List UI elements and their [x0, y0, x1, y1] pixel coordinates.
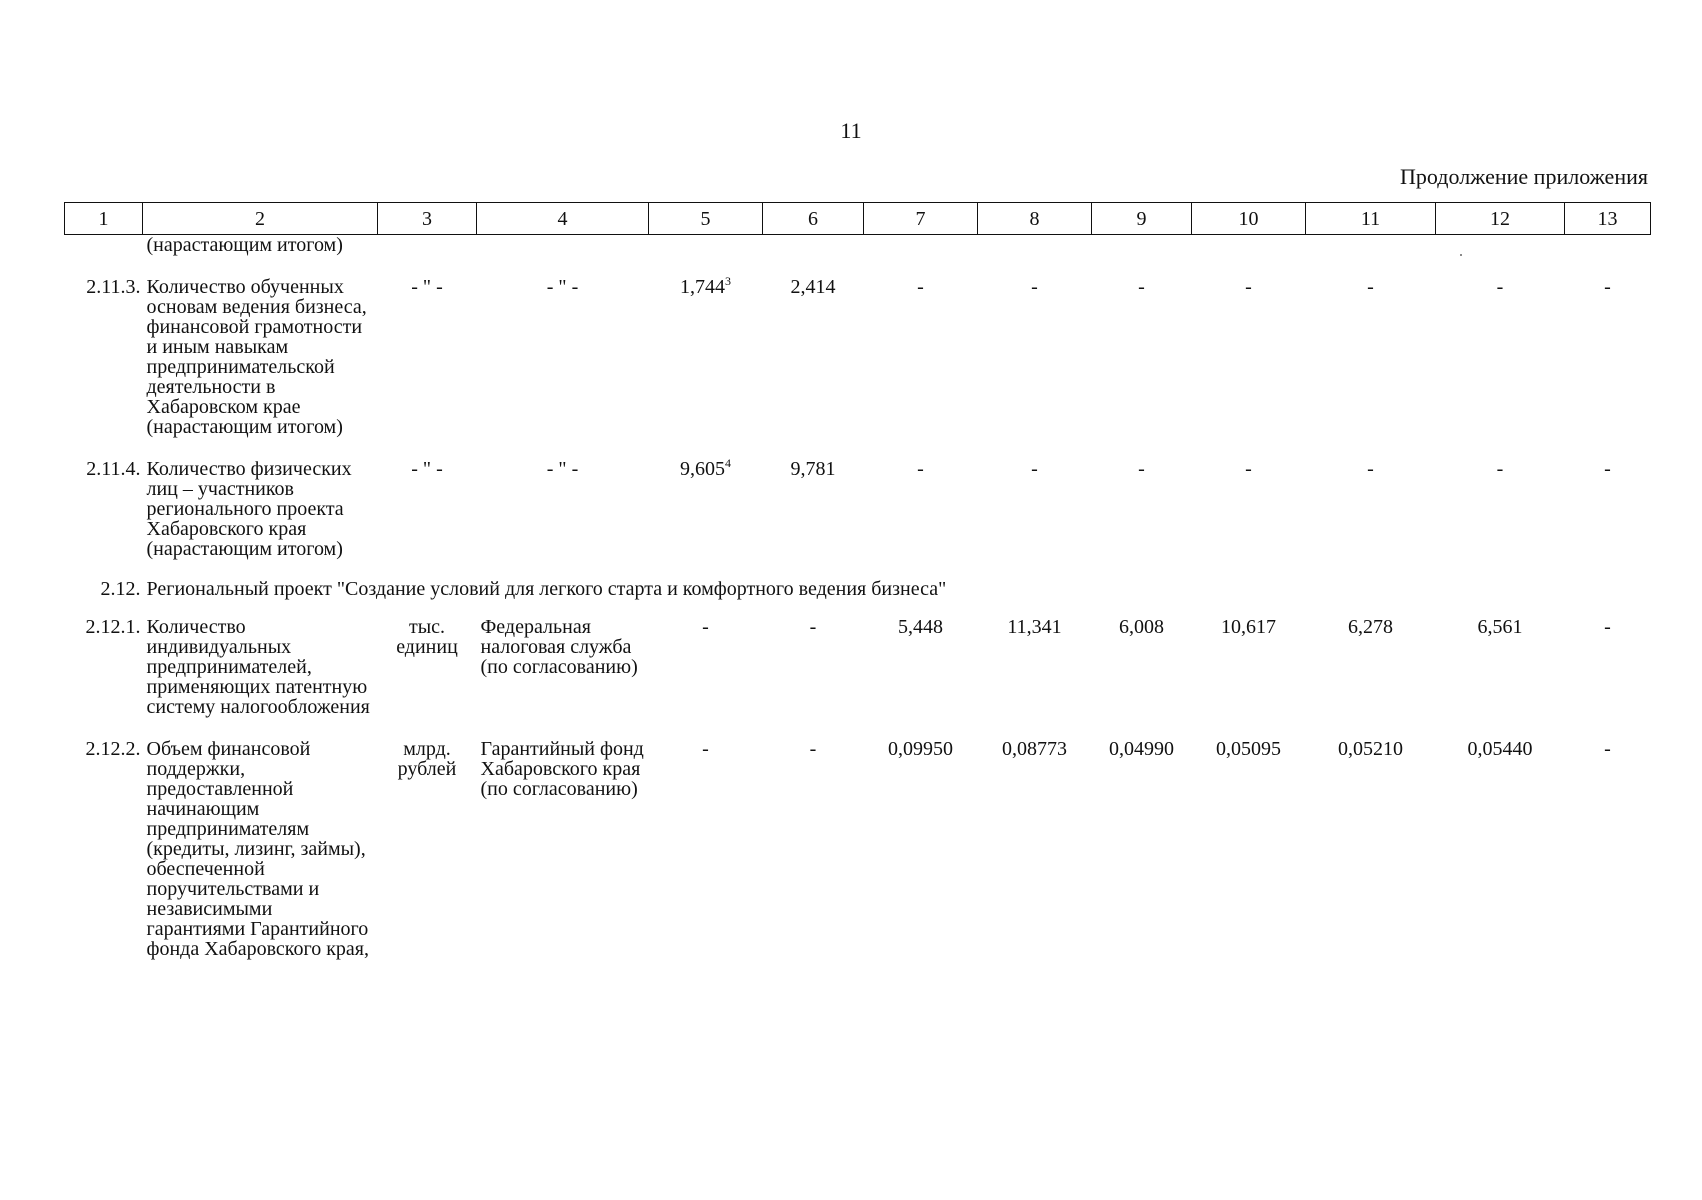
- value-cell: 5,448: [898, 616, 943, 638]
- value-cell: 6,008: [1119, 616, 1164, 638]
- value-cell: -: [1031, 276, 1038, 298]
- column-header: 11: [1306, 203, 1436, 235]
- column-header: 4: [477, 203, 649, 235]
- value-cell: 0,08773: [1002, 738, 1067, 760]
- value-cell: 6,561: [1477, 616, 1523, 638]
- value-cell: -: [1138, 276, 1145, 298]
- value-cell: -: [1367, 276, 1374, 298]
- column-header: 12: [1436, 203, 1565, 235]
- section-title: Региональный проект "Создание условий для легкого старта и комфортного ведения бизнеса": [146, 578, 947, 600]
- table-row: [65, 729, 1651, 971]
- value-cell: -: [1031, 458, 1038, 480]
- unit-cell: - " -: [411, 276, 443, 298]
- column-header: 6: [763, 203, 864, 235]
- value-cell: [649, 267, 763, 449]
- value-text: 1,744: [680, 276, 725, 298]
- value-cell: -: [1496, 276, 1504, 298]
- column-header: 1: [65, 203, 143, 235]
- value-cell: -: [1604, 276, 1611, 298]
- row-number: 2.11.3.: [86, 276, 141, 298]
- value-cell: 0,05210: [1338, 738, 1403, 760]
- responsible-cell: Гарантийный фонд Хабаровского края (по согласованию): [480, 738, 644, 800]
- indicator-name: Количество физических лиц – участников регионального проекта Хабаровского края (нарастающим итогом): [146, 458, 352, 560]
- column-header: 2: [143, 203, 378, 235]
- value-cell: 11,341: [1007, 616, 1062, 638]
- value-cell: -: [702, 738, 709, 760]
- section-number: 2.12.: [100, 578, 141, 600]
- unit-cell: тыс. единиц: [396, 616, 458, 658]
- value-cell: -: [1138, 458, 1145, 480]
- value-cell: 6,278: [1348, 616, 1393, 638]
- value-cell: -: [917, 458, 924, 480]
- value-cell: -: [1604, 738, 1611, 760]
- column-number-row: [65, 203, 1651, 235]
- footnote-marker: 3: [725, 274, 731, 288]
- value-cell: -: [1604, 458, 1611, 480]
- value-cell: 10,617: [1221, 616, 1276, 638]
- responsible-cell: Федеральная налоговая служба (по согласованию): [480, 616, 638, 678]
- section-row: [65, 571, 1651, 607]
- responsible-cell: - " -: [546, 276, 579, 298]
- value-cell: -: [702, 616, 709, 638]
- indicator-name: Объем финансовой поддержки, предоставленной начинающим предпринимателям (кредиты, лизинг, займы), обеспеченной поручительствами и независимыми гарантиями Гарантийного фонда Хабаровского края,: [146, 738, 369, 960]
- value-cell: -: [1245, 458, 1252, 480]
- unit-cell: - " -: [411, 458, 443, 480]
- value-cell: -: [1496, 458, 1504, 480]
- column-header: 10: [1192, 203, 1306, 235]
- indicator-name: (нарастающим итогом): [146, 234, 343, 256]
- value-cell: -: [1245, 276, 1252, 298]
- column-header: 9: [1092, 203, 1192, 235]
- value-cell: 2,414: [790, 276, 836, 298]
- value-cell: [649, 449, 763, 571]
- empty-cells: [378, 235, 1651, 268]
- row-number: 2.12.1.: [85, 616, 141, 638]
- value-cell: 0,05440: [1467, 738, 1533, 760]
- value-cell: -: [1604, 616, 1611, 638]
- indicator-name: Количество индивидуальных предпринимателей, применяющих патентную систему налогообложения: [146, 616, 370, 718]
- page-number: 11: [840, 118, 862, 143]
- appendix-table: [64, 202, 1651, 971]
- column-header: 5: [649, 203, 763, 235]
- value-cell: 9,781: [790, 458, 836, 480]
- value-cell: -: [1367, 458, 1374, 480]
- column-header: 8: [978, 203, 1092, 235]
- indicator-name: Количество обученных основам ведения бизнеса, финансовой грамотности и иным навыкам предпринимательской деятельности в Хабаровском крае (нарастающим итогом): [146, 276, 367, 438]
- value-cell: 0,05095: [1216, 738, 1281, 760]
- value-cell: 0,04990: [1109, 738, 1174, 760]
- value-cell: -: [809, 616, 817, 638]
- table-row: [65, 449, 1651, 571]
- row-number: 2.11.4.: [86, 458, 141, 480]
- column-header: 3: [378, 203, 477, 235]
- column-header: 7: [864, 203, 978, 235]
- column-header: 13: [1565, 203, 1651, 235]
- row-number: [65, 235, 143, 268]
- table-row: [65, 607, 1651, 729]
- value-cell: -: [809, 738, 817, 760]
- value-cell: -: [917, 276, 924, 298]
- value-cell: 0,09950: [888, 738, 953, 760]
- responsible-cell: - " -: [546, 458, 579, 480]
- continuation-label: Продолжение приложения: [1400, 164, 1648, 189]
- value-text: 9,605: [680, 458, 725, 480]
- row-number: 2.12.2.: [85, 738, 141, 760]
- footnote-marker: 4: [725, 456, 731, 470]
- table-row: [65, 235, 1651, 268]
- table-row: [65, 267, 1651, 449]
- unit-cell: млрд. рублей: [397, 738, 457, 780]
